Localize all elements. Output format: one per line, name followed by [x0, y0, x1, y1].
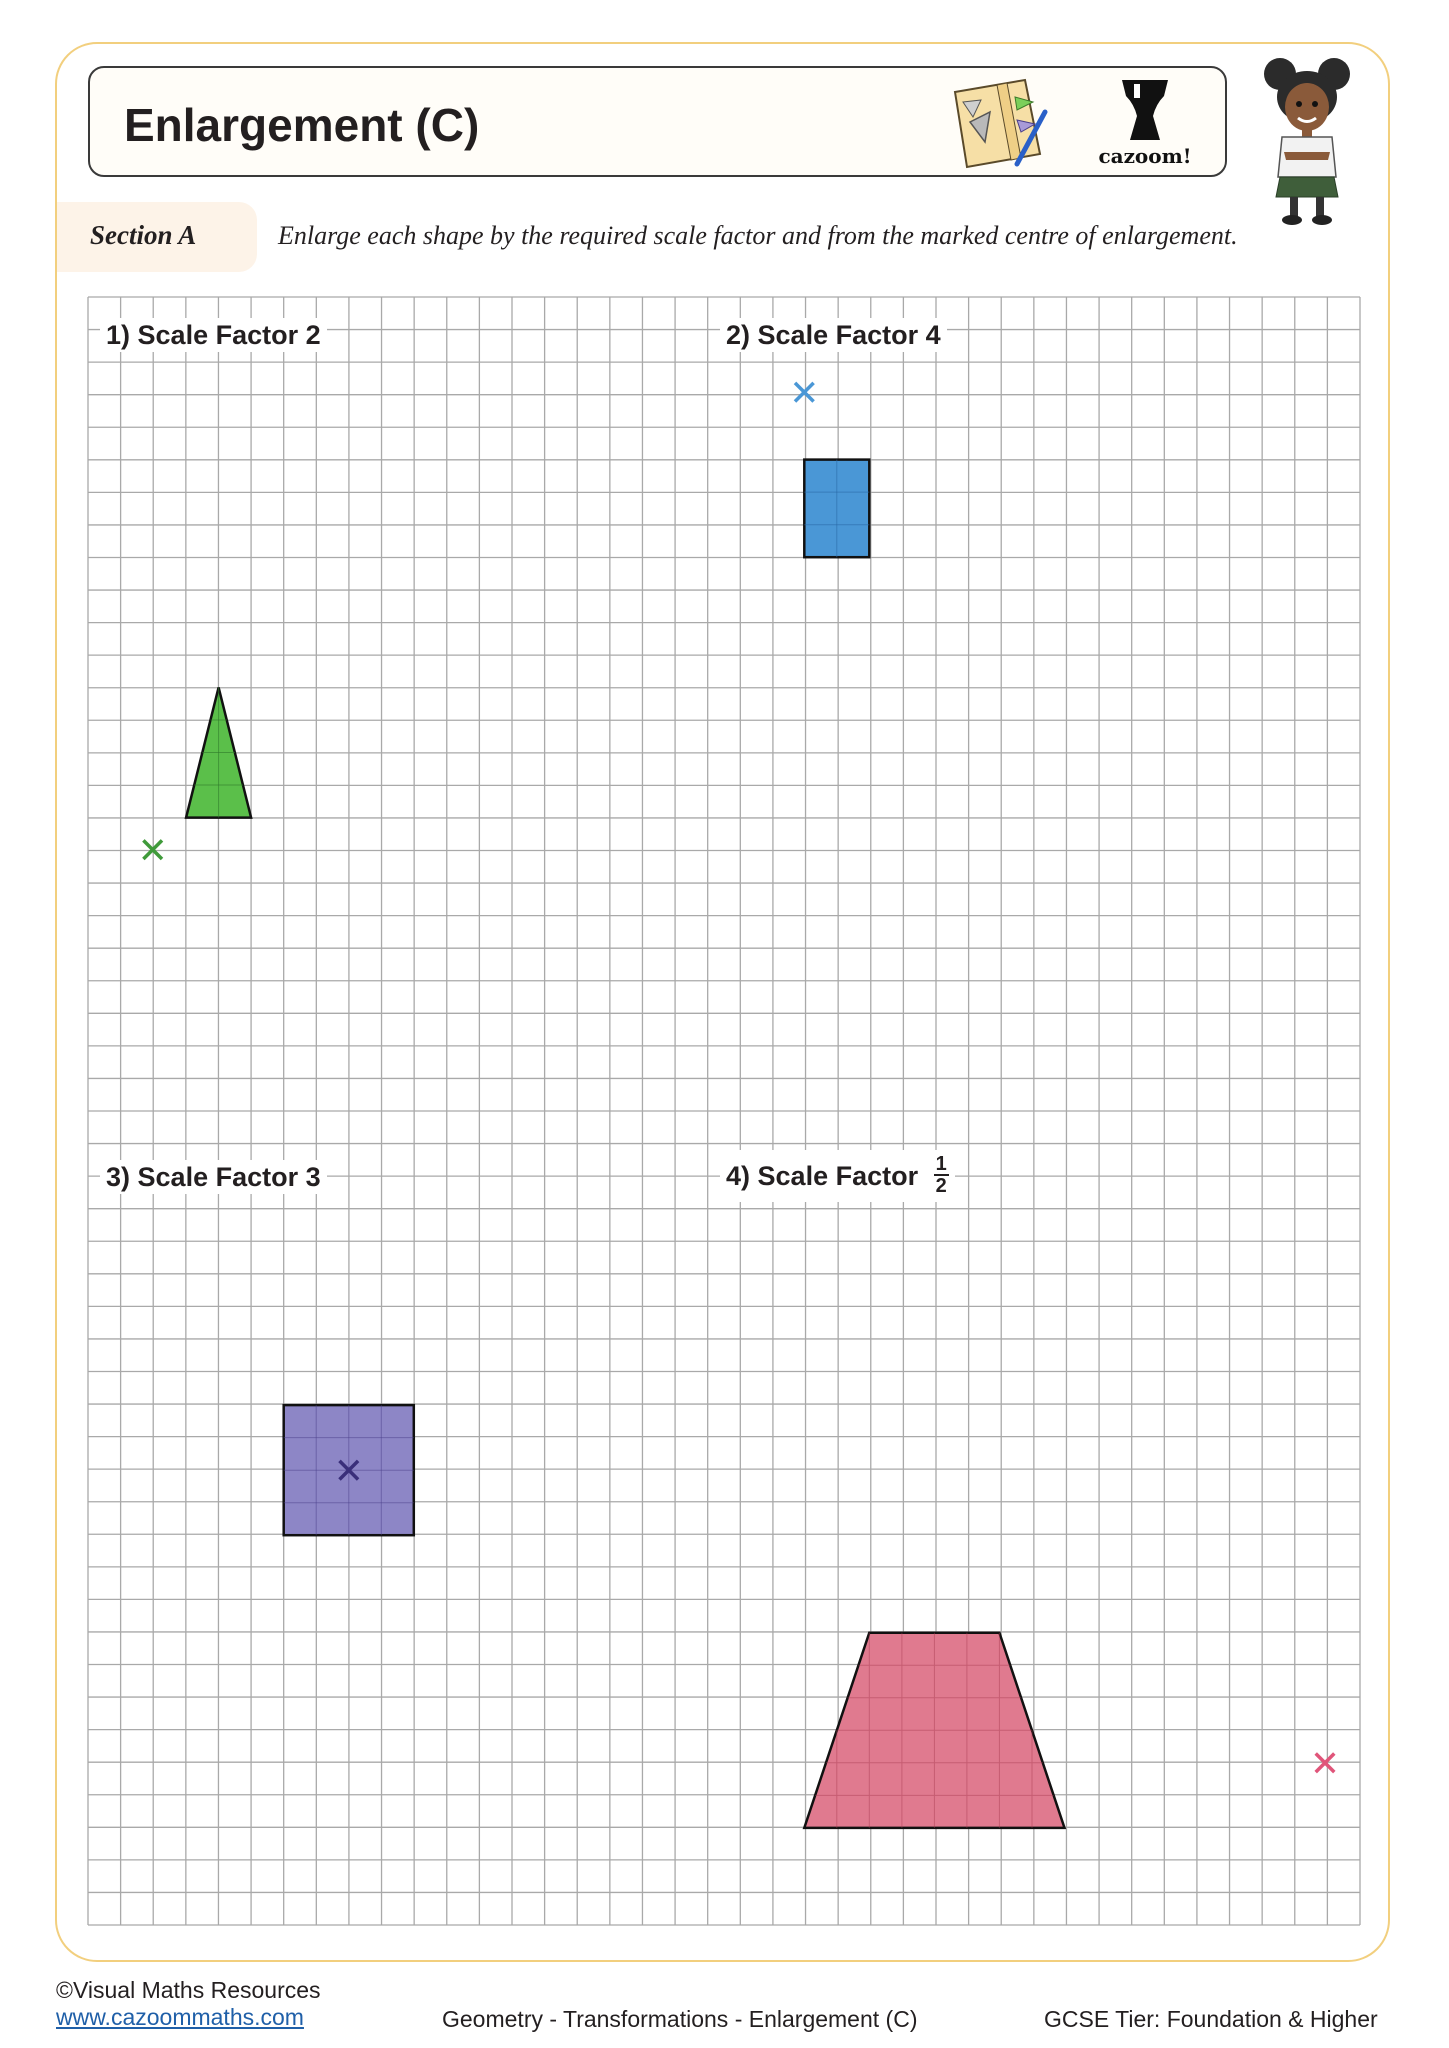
question-1-label	[100, 318, 327, 352]
q4-shape-trapezium	[804, 1633, 1064, 1828]
footer-website-link[interactable]: www.cazoommaths.com	[56, 2004, 304, 2030]
fraction-numerator: 1	[935, 1152, 947, 1175]
footer-copyright: ©Visual Maths Resources	[56, 1977, 321, 2003]
footer-topic: Geometry - Transformations - Enlargement (C)	[442, 2006, 918, 2032]
question-3-number: 3)	[106, 1162, 131, 1192]
question-3-scale-factor: Scale Factor 3	[137, 1162, 321, 1192]
instructions-text: Enlarge each shape by the required scale factor and from the marked centre of enlargement.	[278, 221, 1238, 250]
question-2-number: 2)	[726, 320, 751, 350]
footer-tier: GCSE Tier: Foundation & Higher	[1044, 2006, 1378, 2032]
question-4-label	[720, 1150, 955, 1202]
question-4-fraction	[934, 1154, 949, 1196]
question-3-label	[100, 1160, 327, 1194]
page-title: Enlargement (C)	[124, 99, 480, 151]
question-4-number: 4)	[726, 1161, 751, 1191]
question-1-number: 1)	[106, 320, 131, 350]
q2-shape-rectangle	[804, 460, 869, 558]
question-1-scale-factor: Scale Factor 2	[137, 320, 321, 350]
question-2-label	[720, 318, 947, 352]
question-4-scale-factor: Scale Factor	[757, 1161, 919, 1191]
q2-centre-of-enlargement-cross	[795, 383, 814, 402]
section-label: Section A	[90, 220, 197, 250]
fraction-denominator: 2	[935, 1174, 947, 1197]
grid-lines	[88, 297, 1360, 1925]
question-2-scale-factor: Scale Factor 4	[757, 320, 941, 350]
logo-text: cazoom!	[1098, 144, 1192, 168]
